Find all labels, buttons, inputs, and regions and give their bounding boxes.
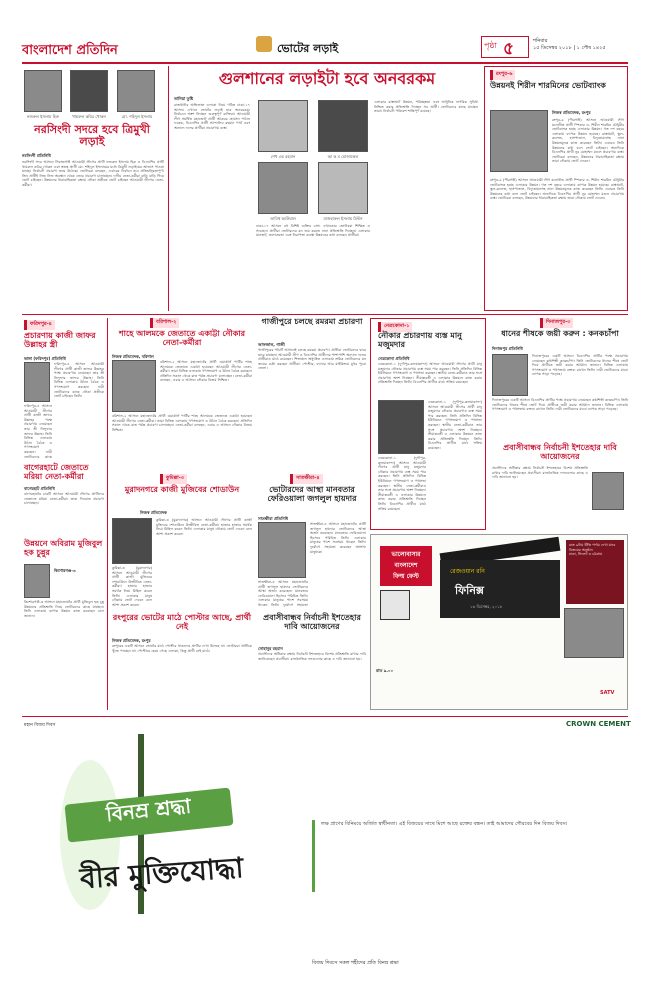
photo-shirin-sharmin bbox=[490, 110, 548, 172]
headline-ullapara: উন্নয়নে অবিরাম মুজিবুল হক চুন্নুর bbox=[24, 539, 103, 557]
row-rule bbox=[22, 314, 628, 315]
text-ullapara: কিশোরগঞ্জ-৩ আসনে মহাজোটের প্রার্থী মুজিবুল হক চুন্নু উন্নয়নের প্রতিশ্রুতি নিয়ে ভোটারদের কাছে যাচ্ছেন। তিনি এলাকায় ব্যাপক উন্নয়ন কাজ করেছেন বলে জানান। bbox=[24, 600, 104, 618]
text-dinajpur-a: দিনাজপুরের একটি আসনে বিএনপির প্রার্থীর পক্ষে প্রচারণায় নেমেছেন কণ্ঠশিল্পী কনকচাঁপা। তিনি ভোটারদের ধানের শীষে ভোট দিয়ে প্রার্থীকে জয়ী করার আহ্বান জানান। বিভিন্ন এলাকায় গণসংযোগ ও পথসভায় বক্তব্য রাখেন তিনি। নারী ভোটারদের মাঝে ব্যাপক সাড়া পড়েছে। bbox=[532, 354, 628, 377]
text-rangpur6-a: রংপুর-৬ (পীরগঞ্জ) আসনে আওয়ামী লীগ মনোনীত প্রার্থী স্পিকার ড. শিরীন শারমিন চৌধুরীর ভোটব্যাংক হচ্ছে এলাকার উন্নয়ন। গত দশ বছরে এলাকায় ব্যাপক উন্নয়ন হয়েছে। রাস্তাঘাট, স্কুল-কলেজ, হাসপাতাল, বিদ্যুতায়নসহ নানা উন্নয়নমূলক কাজ করেছেন তিনি। এবারও তিনি উন্নয়নের কথা বলে ভোট চাইছেন। অন্যদিকে বিএনপির প্রার্থী নূর মোহাম্মদ মণ্ডল প্রচারণায় ব্যস্ত। ভোটাররা বলছেন, উন্নয়নের ধারাবাহিকতা রক্ষায় তারা নৌকায় ভোট দেবেন। bbox=[552, 118, 624, 164]
text-netrokona-c: নেত্রকোনা-১ (দুর্গাপুর-কলমাকান্দা) আসনে আওয়ামী লীগের প্রার্থী মানু মজুমদার নৌকার প্রচারণায় ব্যস্ত সময় পার করছেন। তিনি প্রতিদিন বিভিন্ন ইউনিয়নে গণসংযোগ ও পথসভা করছেন। স্থানীয় নেতা-কর্মীরাও তার সঙ্গে প্রচারণায় অংশ নিচ্ছেন। সীমান্তবর্তী এ এলাকার উন্নয়নে কাজ করার প্রতিশ্রুতি দিচ্ছেন তিনি। বিএনপির প্রার্থীও মাঠে সক্রিয় রয়েছেন। bbox=[378, 456, 426, 511]
text-dinajpur-b: দিনাজপুরের একটি আসনে বিএনপির প্রার্থীর পক্ষে প্রচারণায় নেমেছেন কণ্ঠশিল্পী কনকচাঁপা। তিনি ভোটারদের ধানের শীষে ভোট দিয়ে প্রার্থীকে জয়ী করার আহ্বান জানান। বিভিন্ন এলাকায় গণসংযোগ ও পথসভায় বক্তব্য রাখেন তিনি। নারী ভোটারদের মাঝে ব্যাপক সাড়া পড়েছে। bbox=[492, 398, 628, 412]
headline-nomaner: প্রবাসীবান্ধব নির্বাচনী ইশতেহার দাবি আয়োজনের bbox=[503, 443, 617, 461]
byline-gulshan: তানিয়া তুষ্টি bbox=[174, 96, 194, 101]
page-label: পৃষ্ঠা bbox=[484, 41, 497, 50]
text-shah-alam-b: বরিশাল-২ আসনে মহাজোটের প্রার্থী ওয়ার্কার্স পার্টির শাহে আলমকে জেতাতে একাট্টা হয়েছেন আওয়ামী লীগের নেতা-কর্মীরা। তারা বিভিন্ন এলাকায় গণসংযোগ ও উঠান বৈঠক করছেন। প্রতিদিন সকাল থেকে রাত পর্যন্ত প্রচারণা চালাচ্ছেন। নেতা-কর্মীরা বলছেন, এবার এ আসনে নৌকার বিজয় নিশ্চিত। bbox=[112, 414, 252, 432]
ad-brand: ভালোবাসার বাংলাদেশ bbox=[391, 551, 421, 569]
photo-gulshan-2 bbox=[318, 100, 368, 152]
byline-dinajpur: দিনাজপুর প্রতিনিধি bbox=[492, 346, 523, 351]
header-rule bbox=[22, 62, 628, 64]
byline-gazipur: আফজাল, গাজী bbox=[258, 342, 285, 347]
tag-rangpur6: রংপুর-৬ bbox=[490, 70, 515, 80]
text-probashi: প্রবাসীদের অধিকার রক্ষায় নির্বাচনী ইশতেহারে বিশেষ প্রতিশ্রুতি রাখার দাবি জানিয়েছেন প্রবাসীরা। রাজনৈতিক দলগুলোর কাছে এ দাবি জানানো হয়। bbox=[258, 652, 366, 661]
text-bagerhat: বাগেরহাটের চারটি আসনে আওয়ামী লীগের প্রার্থীদের জেতাতে মরিয়া নেতা-কর্মীরা। তারা দিনরাত প্রচারণা চালাচ্ছেন। bbox=[24, 492, 104, 506]
column-divider bbox=[168, 66, 169, 311]
bottom-rule bbox=[22, 716, 628, 717]
byline-satkhira: সাতক্ষীরা প্রতিনিধি bbox=[258, 516, 288, 521]
ad-time-label: রাত ৯.০০ bbox=[376, 668, 394, 673]
headline-shah-alam: শাহে আলমকে জেতাতে একাট্টা নৌকার নেতা-কর্মীরা bbox=[118, 329, 246, 347]
headline-gulshan: গুলশানের লড়াইটা হবে অনবরকম bbox=[218, 69, 436, 88]
byline-narsingdi: নরসিংদী প্রতিনিধি bbox=[22, 153, 51, 158]
text-gulshan-1: রাজধানীর অভিজাত এলাকা নিয়ে গঠিত ঢাকা-১৭ আসন। এখানে ভোটের লড়াই হবে অনবরকম। নির্বাচনে অংশ নিচ্ছেন গুরুত্বপূর্ণ ব্যক্তিরা। আওয়ামী লীগ সমর্থিত মহাজোট প্রার্থী আকবর হোসেন পাঠান ফারুক, বিএনপির প্রার্থী আন্দালিব রহমান পার্থ এবং অন্যান্য দলের প্রার্থীরা প্রচারণায় ব্যস্ত। bbox=[174, 103, 250, 130]
text-comilla: কুমিল্লা-৩ (মুরাদনগর) আসনে আওয়ামী লীগের প্রার্থী কাজী মুজিবের শোডাউনে উজ্জীবিত নেতা-কর্মীরা। হাজার হাজার সমর্থক নিয়ে মিছিল করেন তিনি। এলাকার মানুষ নৌকায় ভোট দেবেন বলে আশা প্রকাশ করেন। bbox=[156, 518, 252, 536]
tag-barishal: বরিশাল-২ bbox=[150, 318, 179, 328]
text-narsingdi: নরসিংদী সদর আসনে সিরাজগঞ্জ আওয়ামী লীগের প্রার্থী নজরুল ইসলাম হিরু ও বিএনপির প্রার্থী খায়রুল কবির খোকন এবং স্বতন্ত্র প্রার্থী মো. শহিদুল ইসলামের মধ্যে ত্রিমুখী লড়াইয়ের আভাস পাওয়া যাচ্ছে। নির্বাচনী প্রচারণা জমে উঠেছে। ভোটাররা বলছেন, এবারের নির্বাচন হবে প্রতিদ্বন্দ্বিতাপূর্ণ। তিন প্রার্থীই নিজ নিজ অবস্থান থেকে জোর প্রচারণা চালাচ্ছেন। দলীয় নেতা-কর্মীরা বাড়ি বাড়ি গিয়ে ভোট চাইছেন। উন্নয়নের ধারাবাহিকতা রক্ষায় নৌকা প্রতীকে ভোট চাইছেন আওয়ামী লীগের নেতা-কর্মীরা। bbox=[22, 160, 164, 187]
newspaper-logo: বাংলাদেশ প্রতিদিন bbox=[22, 43, 118, 58]
ad-actor-photo bbox=[564, 608, 624, 658]
text-comilla-b: কুমিল্লা-৩ (মুরাদনগর) আসনে আওয়ামী লীগের প্রার্থী কাজী মুজিবের শোডাউনে উজ্জীবিত নেতা-কর্মীরা। হাজার হাজার সমর্থক নিয়ে মিছিল করেন তিনি। এলাকার মানুষ নৌকায় ভোট দেবেন বলে আশা প্রকাশ করেন। bbox=[112, 566, 152, 607]
tag-netrokona: নেত্রকোনা-১ bbox=[378, 322, 412, 332]
photo-candidate-1 bbox=[24, 70, 62, 112]
slogan-banner-2: বীর মুক্তিযোদ্ধা bbox=[78, 850, 245, 896]
section-title: ভোটের লড়াই bbox=[277, 42, 339, 55]
text-faridpur: ফরিদপুর-৪ আসনে আওয়ামী লীগের প্রার্থী কাজী জাফর উল্লাহর পক্ষে প্রচারণায় নেমেছেন তার স্ত্রী নিলুফার জাফর উল্লাহ। তিনি বিভিন্ন এলাকায় উঠান বৈঠক ও গণসংযোগ করছেন। নারী ভোটারদের কাছে নৌকা প্রতীকে ভোট চাইছেন তিনি। bbox=[54, 362, 104, 399]
qr-code bbox=[380, 590, 410, 620]
caption-gulshan-3: তাবিথ আউয়াল bbox=[270, 216, 296, 221]
byline-rangpur6: নিজস্ব প্রতিবেদক, রংপুর bbox=[552, 110, 591, 115]
text-rangpur6-b: রংপুর-৬ (পীরগঞ্জ) আসনে আওয়ামী লীগ মনোনীত প্রার্থী স্পিকার ড. শিরীন শারমিন চৌধুরীর ভোটব্যাংক হচ্ছে এলাকার উন্নয়ন। গত দশ বছরে এলাকায় ব্যাপক উন্নয়ন হয়েছে। রাস্তাঘাট, স্কুল-কলেজ, হাসপাতাল, বিদ্যুতায়নসহ নানা উন্নয়নমূলক কাজ করেছেন তিনি। এবারও তিনি উন্নয়নের কথা বলে ভোট চাইছেন। অন্যদিকে বিএনপির প্রার্থী নূর মোহাম্মদ মণ্ডল প্রচারণায় ব্যস্ত। ভোটাররা বলছেন, উন্নয়নের ধারাবাহিকতা রক্ষায় তারা নৌকায় ভোট দেবেন। bbox=[490, 178, 624, 201]
slogan-banner-1: বিনম্র শ্রদ্ধা bbox=[64, 787, 233, 842]
byline-rangpur-poster: নিজস্ব প্রতিবেদক, রংপুর bbox=[112, 638, 151, 643]
photo-candidate-3 bbox=[117, 70, 155, 112]
headline-comilla: মুরাদনগরে কাজী মুজিবের শোডাউন bbox=[124, 485, 240, 494]
headline-rangpur6: উন্নয়নই শিরীন শারমিনের ভোটব্যাংক bbox=[490, 81, 606, 90]
headline-netrokona: নৌকার প্রচারণায় ব্যস্ত মানু মজুমদার bbox=[378, 331, 462, 349]
caption-candidate-2: খায়রুল কবির খোকন bbox=[72, 114, 106, 119]
photo-gulshan-3 bbox=[258, 162, 308, 214]
headline-satkhira: ভোটারদের আস্থা মানবতার ফেরিওয়ালা জগলুল হায়দার bbox=[267, 485, 357, 503]
photo-candidate-2 bbox=[70, 70, 108, 112]
byline-ullapara: কিশোরগঞ্জ-৩ bbox=[54, 568, 76, 573]
byline-shah-alam: নিজস্ব প্রতিবেদক, বরিশাল bbox=[112, 354, 154, 359]
ad-person: রেজওয়ান রনি bbox=[450, 568, 485, 575]
ad-side-text: রাত ৯টায় টিভি পর্দায় দেখা যাবে বিজয়ের অনুষ্ঠান bbox=[569, 543, 616, 552]
text-gulshan-3: এলাকার রাস্তাঘাট উন্নয়ন, পরিচ্ছন্নতা এবং আধুনিক নাগরিক সুবিধা নিশ্চিত করার প্রতিশ্রুতি দিচ্ছেন সব প্রার্থী। ভোটারদের কাছে যাচ্ছেন তারা। নির্বাচনী পরিবেশ শান্তিপূর্ণ রয়েছে। bbox=[374, 100, 478, 114]
ad-footer: বিজয় দিবসে সকল শহীদের প্রতি বিনম্র শ্রদ্ধা bbox=[312, 960, 399, 966]
byline-bagerhat: বাগেরহাট প্রতিনিধি bbox=[24, 486, 55, 491]
photo-nomaner bbox=[592, 472, 624, 510]
headline-gazipur: গাজীপুরে চলছে রমরমা প্রচারণা bbox=[261, 317, 363, 326]
crown-cement-logo: CROWN CEMENT bbox=[566, 720, 631, 728]
text-netrokona-a: নেত্রকোনা-১ (দুর্গাপুর-কলমাকান্দা) আসনে আওয়ামী লীগের প্রার্থী মানু মজুমদার নৌকার প্রচারণায় ব্যস্ত সময় পার করছেন। তিনি প্রতিদিন বিভিন্ন ইউনিয়নে গণসংযোগ ও পথসভা করছেন। স্থানীয় নেতা-কর্মীরাও তার সঙ্গে প্রচারণায় অংশ নিচ্ছেন। সীমান্তবর্তী এ এলাকার উন্নয়নে কাজ করার প্রতিশ্রুতি দিচ্ছেন তিনি। বিএনপির প্রার্থীও মাঠে সক্রিয় রয়েছেন। bbox=[378, 362, 482, 385]
photo-konokchapa bbox=[492, 354, 528, 396]
photo-gulshan-1 bbox=[258, 100, 308, 152]
column-divider-2 bbox=[107, 318, 108, 710]
ad-bottom-label: মহান বিজয় দিবস bbox=[24, 723, 56, 728]
caption-gulshan-4: মাজহারুল ইসলাম মিল্টন bbox=[323, 216, 363, 221]
issue-date-text: ১৫ ডিসেম্বর ২০১৮ | ১ পৌষ ১৪২৫ bbox=[533, 45, 606, 51]
byline-netrokona: নেত্রকোনা প্রতিনিধি bbox=[378, 356, 410, 361]
byline-probashi: সোহানুর রহমান bbox=[258, 646, 283, 651]
photo-faridpur bbox=[24, 362, 50, 402]
tag-dinajpur: দিনাজপুর-৩ bbox=[540, 318, 573, 328]
ad-cities: ঢাকা, সিলেট ও চট্টগ্রাম bbox=[569, 552, 603, 557]
photo-joglul bbox=[258, 522, 306, 578]
tag-comilla: কুমিল্লা-৩ bbox=[160, 474, 187, 484]
ad-film-title: ফিনিক্স bbox=[455, 584, 484, 597]
issue-day: শনিবার bbox=[533, 38, 548, 44]
page-number: ৫ bbox=[503, 39, 515, 59]
byline-faridpur: ভাঙ্গা (ফরিদপুর) প্রতিনিধি bbox=[24, 356, 66, 361]
photo-kazi-mujib bbox=[112, 518, 152, 564]
caption-candidate-3: মো. শহিদুল ইসলাম bbox=[121, 114, 153, 119]
text-netrokona-b: নেত্রকোনা-১ (দুর্গাপুর-কলমাকান্দা) আসনে আওয়ামী লীগের প্রার্থী মানু মজুমদার নৌকার প্রচারণায় ব্যস্ত সময় পার করছেন। তিনি প্রতিদিন বিভিন্ন ইউনিয়নে গণসংযোগ ও পথসভা করছেন। স্থানীয় নেতা-কর্মীরাও তার সঙ্গে প্রচারণায় অংশ নিচ্ছেন। সীমান্তবর্তী এ এলাকার উন্নয়নে কাজ করার প্রতিশ্রুতি দিচ্ছেন তিনি। বিএনপির প্রার্থীও মাঠে সক্রিয় রয়েছেন। bbox=[428, 400, 482, 450]
headline-narsingdi: নরসিংদী সদরে হবে ত্রিমুখী লড়াই bbox=[34, 123, 150, 149]
ad-brand-badge bbox=[380, 546, 432, 586]
tag-faridpur: ফরিদপুর-৪ bbox=[24, 320, 55, 330]
ad-sub: ফিল্ম ফেস্ট bbox=[393, 573, 419, 580]
photo-shah-alam bbox=[112, 360, 156, 412]
text-nomaner: প্রবাসীদের অধিকার রক্ষায় নির্বাচনী ইশতেহারে বিশেষ প্রতিশ্রুতি রাখার দাবি জানিয়েছেন প্রবাসীরা। রাজনৈতিক দলগুলোর কাছে এ দাবি জানানো হয়। bbox=[492, 466, 588, 480]
text-shah-alam-a: বরিশাল-২ আসনে মহাজোটের প্রার্থী ওয়ার্কার্স পার্টির শাহে আলমকে জেতাতে একাট্টা হয়েছেন আওয়ামী লীগের নেতা-কর্মীরা। তারা বিভিন্ন এলাকায় গণসংযোগ ও উঠান বৈঠক করছেন। প্রতিদিন সকাল থেকে রাত পর্যন্ত প্রচারণা চালাচ্ছেন। নেতা-কর্মীরা বলছেন, এবার এ আসনে নৌকার বিজয় নিশ্চিত। bbox=[160, 360, 252, 383]
text-rangpur-poster: রংপুরের একটি আসনে ভোটের মাঠে পোস্টার থাকলেও প্রার্থীর দেখা মিলছে না। ভোটাররা প্রার্থীকে খুঁজে পাচ্ছেন না। পোস্টারে ছেয়ে গেছে এলাকা, কিন্তু প্রার্থী নেই মাঠে। bbox=[112, 644, 252, 653]
headline-dinajpur: ধানের শীষকে জয়ী করুন : কনকচাঁপা bbox=[501, 329, 619, 338]
tag-satkhira: সাতক্ষীরা-৪ bbox=[290, 474, 323, 484]
byline-comilla: নিজস্ব প্রতিবেদক bbox=[140, 510, 167, 515]
text-satkhira: সাতক্ষীরা-৪ আসনে মহাজোটের প্রার্থী জগলুল হায়দার ভোটারদের আস্থা অর্জন করেছেন। মানবতার ফেরিওয়ালা হিসেবে পরিচিত তিনি। এলাকার মানুষের পাশে সবসময় থাকেন তিনি। দুর্যোগে সহায়তা করেছেন অসংখ্য মানুষকে। bbox=[310, 522, 366, 554]
text-gulshan-2: ঢাকা-১৭ আসনে বহু বিশিষ্ট ব্যক্তির বাস। এখানকার ভোটাররা শিক্ষিত ও সচেতন। প্রার্থীরা ভোটারদের মন জয় করতে নানা প্রতিশ্রুতি দিচ্ছেন। এলাকার যানজট, জলাবদ্ধতা এবং নিরাপত্তা ব্যবস্থা উন্নয়নের কথা বলছেন প্রার্থীরা। bbox=[256, 224, 370, 238]
ad-date: ১৬ ডিসেম্বর, ২০১৮ bbox=[470, 604, 503, 609]
caption-gulshan-2: আ ক ম মোজাম্মেল bbox=[327, 154, 359, 159]
headline-probashi: প্রবাসীবান্ধব নির্বাচনী ইশতেহার দাবি আয়োজনের bbox=[263, 613, 361, 631]
ad-channel: SATV bbox=[600, 690, 615, 696]
headline-bagerhat: বাগেরহাটে জেতাতে মরিয়া নেতা-কর্মীরা bbox=[24, 463, 89, 481]
text-gazipur: গাজীপুরের পাঁচটি আসনেই চলছে রমরমা প্রচারণা। প্রার্থীরা ভোটারদের দ্বারে দ্বারে যাচ্ছেন। আওয়ামী লীগ ও বিএনপির প্রার্থীদের পাশাপাশি অন্যান্য দলের প্রার্থীরাও মাঠে রয়েছেন। শিল্পাঞ্চল অধ্যুষিত এলাকায় শ্রমিক ভোটারদের মন জয়ের চেষ্টা করছেন প্রার্থীরা। পোস্টার, ব্যানার আর মাইকিংয়ে মুখর পুরো জেলা। bbox=[258, 348, 366, 371]
caption-candidate-1: নজরুল ইসলাম হিরু bbox=[27, 114, 59, 119]
ad-message: লক্ষ প্রাণের বিনিময়ে অর্জিত স্বাধীনতা। এই বিজয়ের সাথে মিশে আছে রক্তের বন্ধন। তাই আমাদের গৌরবের দিন বিজয় দিবস। bbox=[312, 820, 612, 892]
ballot-icon bbox=[256, 36, 272, 52]
text-faridpur-b: ফরিদপুর-৪ আসনে আওয়ামী লীগের প্রার্থী কাজী জাফর উল্লাহর পক্ষে প্রচারণায় নেমেছেন তার স্ত্রী নিলুফার জাফর উল্লাহ। তিনি বিভিন্ন এলাকায় উঠান বৈঠক ও গণসংযোগ করছেন। নারী ভোটারদের কাছে bbox=[24, 404, 52, 458]
issue-date bbox=[533, 38, 629, 52]
photo-chunnu bbox=[24, 564, 50, 598]
photo-gulshan-4 bbox=[318, 162, 368, 214]
caption-gulshan-1: শেখ এম রহমান bbox=[270, 154, 296, 159]
headline-faridpur: প্রচারণায় কাজী জাফর উল্লাহর স্ত্রী bbox=[24, 331, 96, 349]
photo-manu-majumder bbox=[378, 400, 424, 454]
headline-rangpur-poster: রংপুরের ভোটের মাঠে পোস্টার আছে, প্রার্থী নেই bbox=[112, 613, 252, 631]
text-satkhira-b: সাতক্ষীরা-৪ আসনে মহাজোটের প্রার্থী জগলুল হায়দার ভোটারদের আস্থা অর্জন করেছেন। মানবতার ফেরিওয়ালা হিসেবে পরিচিত তিনি। এলাকার মানুষের পাশে সবসময় থাকেন তিনি। দুর্যোগে সহায়তা bbox=[258, 580, 308, 607]
ad-side-panel bbox=[566, 540, 624, 604]
